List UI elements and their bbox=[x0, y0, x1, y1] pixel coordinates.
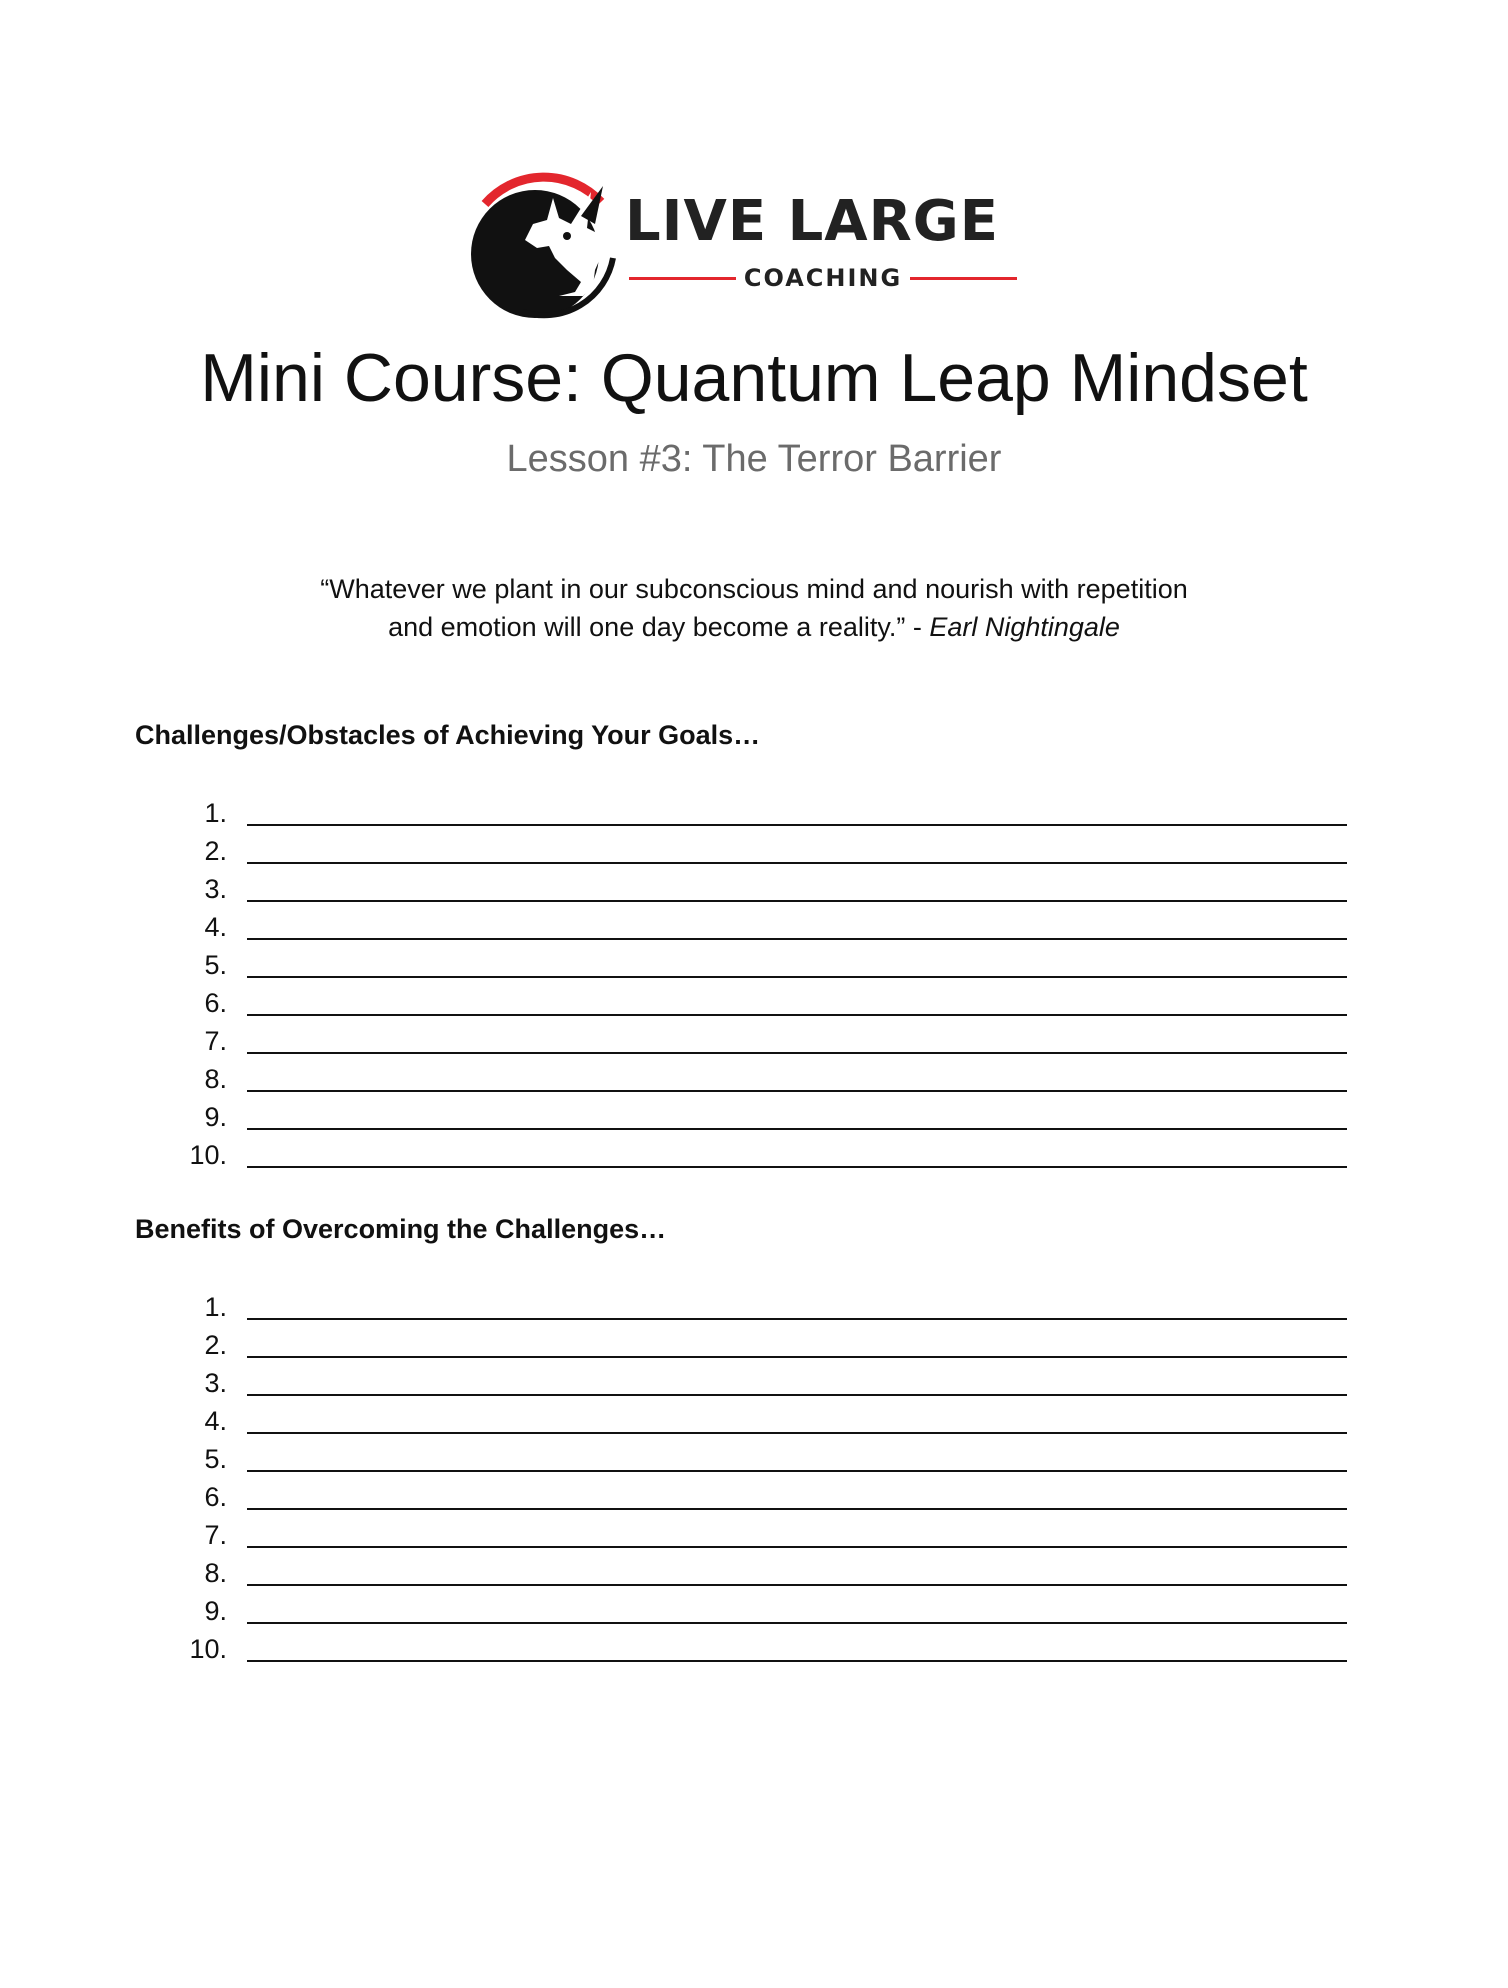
item-number: 4. bbox=[204, 1406, 227, 1436]
item-number: 8. bbox=[204, 1558, 227, 1588]
item-number: 9. bbox=[204, 1102, 227, 1132]
write-in-line[interactable] bbox=[247, 1660, 1347, 1662]
item-number: 6. bbox=[204, 988, 227, 1018]
list-item bbox=[165, 1592, 1347, 1630]
list-item bbox=[165, 1326, 1347, 1364]
list-item bbox=[165, 1478, 1347, 1516]
item-number: 8. bbox=[204, 1064, 227, 1094]
list-item bbox=[165, 1516, 1347, 1554]
item-number: 9. bbox=[204, 1596, 227, 1626]
write-in-line[interactable] bbox=[247, 1014, 1347, 1016]
quote-line-1: “Whatever we plant in our subconscious mind and nourish with repetition bbox=[320, 574, 1188, 604]
list-item bbox=[165, 1060, 1347, 1098]
list-item bbox=[165, 1554, 1347, 1592]
write-in-line[interactable] bbox=[247, 1508, 1347, 1510]
write-in-line[interactable] bbox=[247, 1356, 1347, 1358]
item-number: 3. bbox=[204, 1368, 227, 1398]
write-in-line[interactable] bbox=[247, 1470, 1347, 1472]
write-in-line[interactable] bbox=[247, 1584, 1347, 1586]
brand-logo bbox=[463, 162, 1023, 322]
list-item bbox=[165, 832, 1347, 870]
item-number: 6. bbox=[204, 1482, 227, 1512]
item-number: 1. bbox=[204, 798, 227, 828]
write-in-line[interactable] bbox=[247, 824, 1347, 826]
brand-subname: COACHING bbox=[743, 264, 903, 292]
challenges-heading: Challenges/Obstacles of Achieving Your Goals… bbox=[135, 720, 761, 750]
write-in-line[interactable] bbox=[247, 1394, 1347, 1396]
item-number: 4. bbox=[204, 912, 227, 942]
write-in-line[interactable] bbox=[247, 900, 1347, 902]
list-item bbox=[165, 1440, 1347, 1478]
brand-name: LIVE LARGE bbox=[625, 189, 999, 254]
brand-sub-row bbox=[629, 262, 1017, 294]
list-item bbox=[165, 1022, 1347, 1060]
item-number: 7. bbox=[204, 1026, 227, 1056]
item-number: 1. bbox=[204, 1292, 227, 1322]
item-number: 10. bbox=[189, 1634, 227, 1664]
rhino-logo-icon bbox=[463, 162, 623, 322]
list-item bbox=[165, 794, 1347, 832]
write-in-line[interactable] bbox=[247, 862, 1347, 864]
brand-rule-right bbox=[910, 277, 1017, 280]
quote-line-2: and emotion will one day become a reality.” - bbox=[388, 612, 930, 642]
write-in-line[interactable] bbox=[247, 976, 1347, 978]
item-number: 7. bbox=[204, 1520, 227, 1550]
item-number: 5. bbox=[204, 950, 227, 980]
lesson-subtitle: Lesson #3: The Terror Barrier bbox=[506, 438, 1002, 480]
list-item bbox=[165, 908, 1347, 946]
quote-line-2-wrap bbox=[0, 608, 1508, 646]
list-item bbox=[165, 1364, 1347, 1402]
write-in-line[interactable] bbox=[247, 1128, 1347, 1130]
list-item bbox=[165, 1136, 1347, 1174]
item-number: 10. bbox=[189, 1140, 227, 1170]
item-number: 3. bbox=[204, 874, 227, 904]
list-item bbox=[165, 1402, 1347, 1440]
benefits-heading: Benefits of Overcoming the Challenges… bbox=[135, 1214, 667, 1244]
write-in-line[interactable] bbox=[247, 1090, 1347, 1092]
write-in-line[interactable] bbox=[247, 1052, 1347, 1054]
brand-rule-left bbox=[629, 277, 736, 280]
list-item bbox=[165, 1630, 1347, 1668]
quote-author: Earl Nightingale bbox=[929, 612, 1120, 642]
write-in-line[interactable] bbox=[247, 1546, 1347, 1548]
write-in-line[interactable] bbox=[247, 938, 1347, 940]
write-in-line[interactable] bbox=[247, 1318, 1347, 1320]
list-item bbox=[165, 984, 1347, 1022]
list-item bbox=[165, 1098, 1347, 1136]
item-number: 2. bbox=[204, 836, 227, 866]
list-item bbox=[165, 946, 1347, 984]
write-in-line[interactable] bbox=[247, 1166, 1347, 1168]
item-number: 2. bbox=[204, 1330, 227, 1360]
list-item bbox=[165, 1288, 1347, 1326]
benefits-list bbox=[165, 1288, 1347, 1668]
challenges-list bbox=[165, 794, 1347, 1174]
item-number: 5. bbox=[204, 1444, 227, 1474]
list-item bbox=[165, 870, 1347, 908]
quote bbox=[0, 570, 1508, 646]
page-title: Mini Course: Quantum Leap Mindset bbox=[200, 340, 1308, 416]
write-in-line[interactable] bbox=[247, 1432, 1347, 1434]
write-in-line[interactable] bbox=[247, 1622, 1347, 1624]
